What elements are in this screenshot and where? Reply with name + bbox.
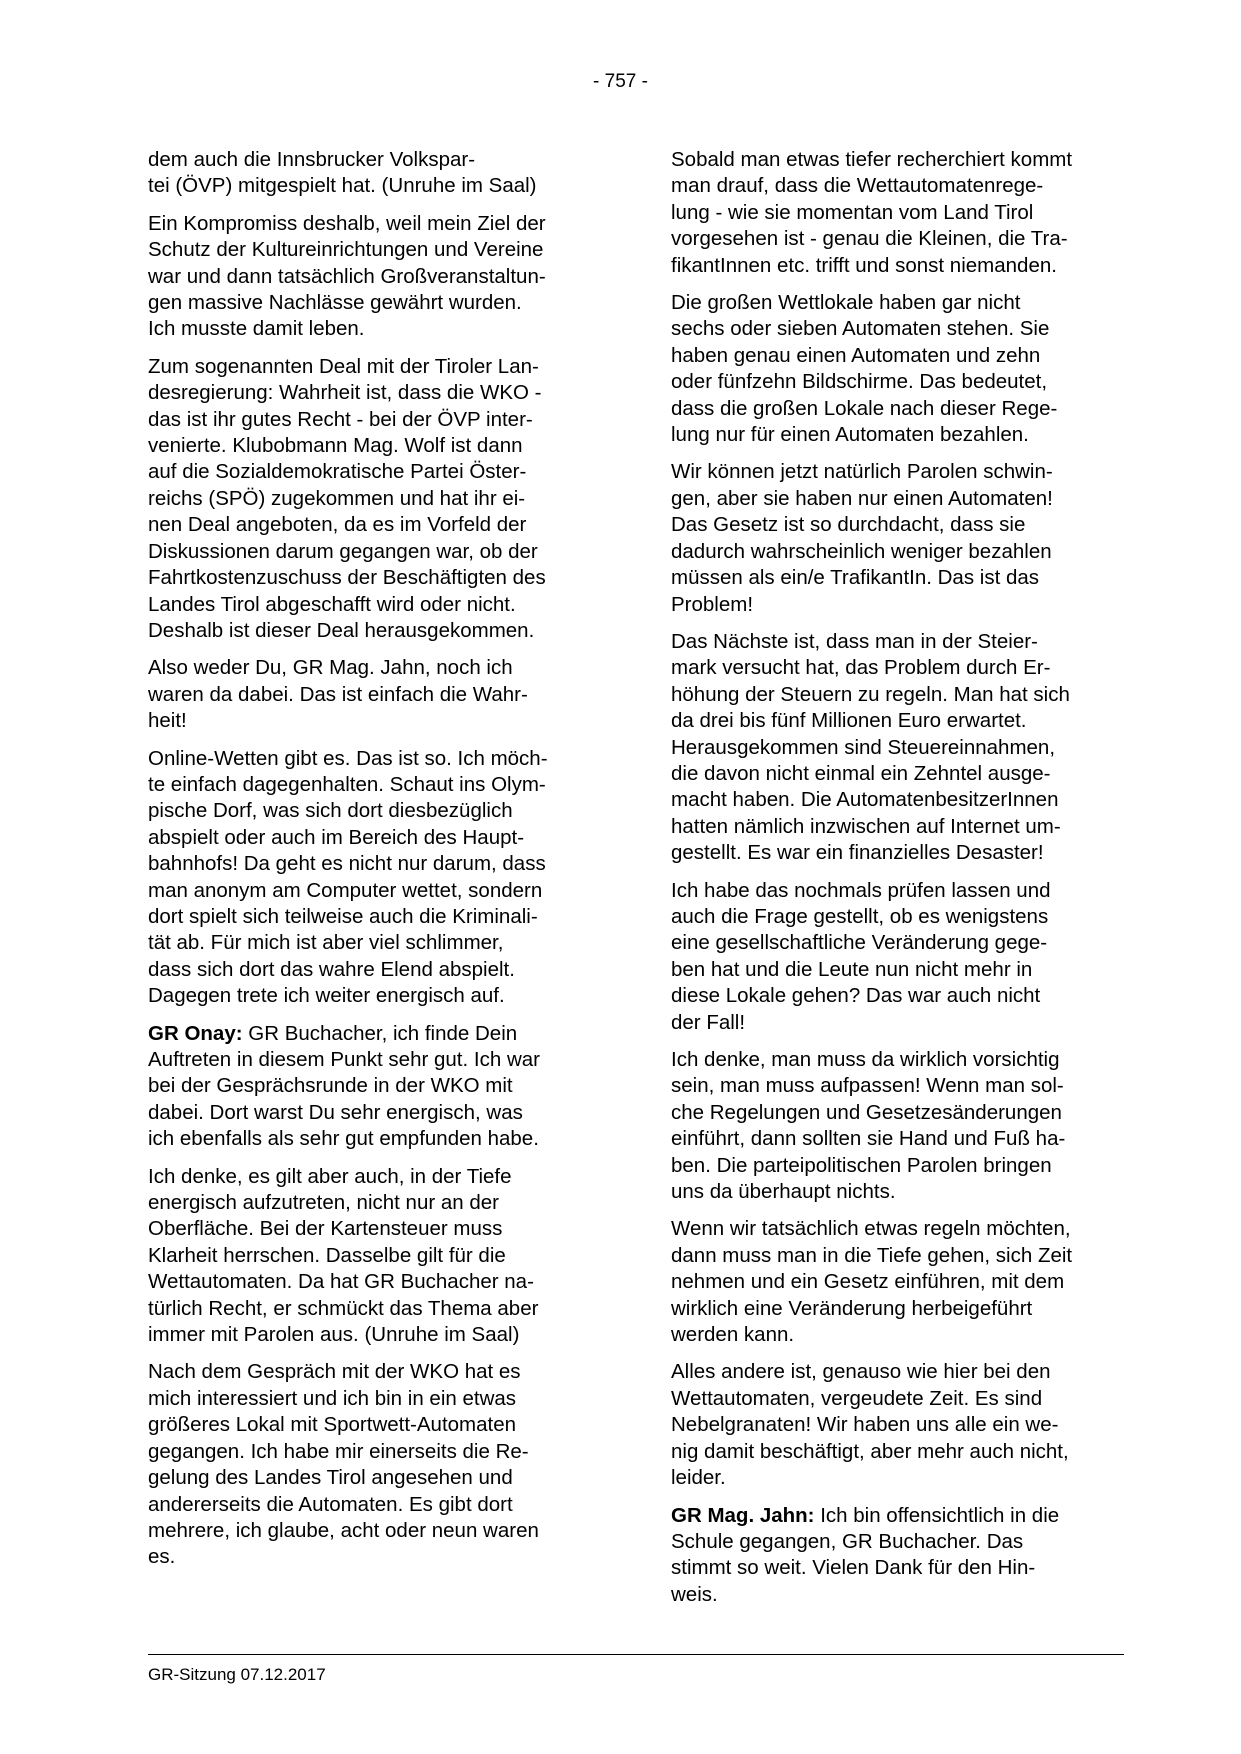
text-line: Deshalb ist dieser Deal herausgekommen. [148,618,535,642]
text-line: gelung des Landes Tirol angesehen und [148,1466,513,1490]
text-line: dabei. Dort warst Du sehr energisch, was [148,1100,523,1124]
text-line: Oberfläche. Bei der Kartensteuer muss [148,1217,503,1241]
paragraph [148,746,598,1010]
text-line: waren da dabei. Das ist einfach die Wahr- [148,682,528,706]
text-line: Die großen Wettlokale haben gar nicht [671,291,1021,315]
text-line: Wettautomaten, vergeudete Zeit. Es sind [671,1386,1043,1410]
text-line: dass sich dort das wahre Elend abspielt. [148,957,515,981]
paragraph [671,1359,1121,1491]
text-line: Wenn wir tatsächlich etwas regeln möchten, [671,1217,1071,1241]
text-line: auch die Frage gestellt, ob es wenigstens [671,904,1049,928]
text-line: war und dann tatsächlich Großveranstaltun- [148,264,546,288]
text-line: Schule gegangen, GR Buchacher. Das [671,1529,1024,1553]
text-line: Herausgekommen sind Steuereinnahmen, [671,735,1056,759]
text-line: wirklich eine Veränderung herbeigeführt [671,1296,1033,1320]
text-line: dann muss man in die Tiefe gehen, sich Zeit [671,1243,1073,1267]
footer-divider [148,1654,1124,1655]
text-line: lung - wie sie momentan vom Land Tirol [671,200,1034,224]
paragraph [148,655,598,734]
paragraph [148,354,598,644]
text-line: Wir können jetzt natürlich Parolen schwin- [671,460,1053,484]
text-line: Online-Wetten gibt es. Das ist so. Ich möch- [148,746,548,770]
text-line: Nach dem Gespräch mit der WKO hat es [148,1360,521,1384]
text-line: Ich musste damit leben. [148,317,365,341]
text-line: man anonym am Computer wettet, sondern [148,878,543,902]
paragraph [671,147,1121,279]
text-line: gen massive Nachlässe gewährt wurden. [148,291,522,315]
text-line: einführt, dann sollten sie Hand und Fuß ha- [671,1127,1066,1151]
text-line: türlich Recht, er schmückt das Thema aber [148,1296,539,1320]
text-line: leider. [671,1466,726,1490]
text-line: nen Deal angeboten, da es im Vorfeld der [148,513,527,537]
text-line: vorgesehen ist - genau die Kleinen, die Tra- [671,227,1068,251]
left-column [148,147,598,1582]
speaker-name: GR Onay: [148,1021,243,1045]
text-line: Wettautomaten. Da hat GR Buchacher na- [148,1270,534,1294]
text-line: Fahrtkostenzuschuss der Beschäftigten des [148,566,546,590]
paragraph [671,1216,1121,1348]
text-line: Ich bin offensichtlich in die [814,1503,1060,1527]
text-line: der Fall! [671,1010,746,1034]
text-line: che Regelungen und Gesetzesänderungen [671,1100,1062,1124]
text-line: Problem! [671,592,754,616]
text-line: eine gesellschaftliche Veränderung gege- [671,931,1048,955]
text-line: gegangen. Ich habe mir einerseits die Re- [148,1439,529,1463]
text-line: reichs (SPÖ) zugekommen und hat ihr ei- [148,486,526,510]
text-line: Diskussionen darum gegangen war, ob der [148,539,538,563]
text-line: bahnhofs! Da geht es nicht nur darum, dass [148,852,546,876]
text-line: nig damit beschäftigt, aber mehr auch nicht, [671,1439,1069,1463]
text-line: Alles andere ist, genauso wie hier bei den [671,1360,1051,1384]
text-line: diese Lokale gehen? Das war auch nicht [671,984,1041,1008]
text-line: man drauf, dass die Wettautomatenrege- [671,174,1044,198]
page-number: - 757 - [593,71,648,92]
text-line: gen, aber sie haben nur einen Automaten! [671,486,1053,510]
text-line: es. [148,1545,176,1569]
text-line: abspielt oder auch im Bereich des Haupt- [148,825,525,849]
text-line: fikantInnen etc. trifft und sonst niemanden. [671,253,1057,277]
text-line: Ein Kompromiss deshalb, weil mein Ziel der [148,211,546,235]
text-line: müssen als ein/e TrafikantIn. Das ist das [671,566,1040,590]
text-line: andererseits die Automaten. Es gibt dort [148,1492,513,1516]
paragraph [148,211,598,343]
text-line: Auftreten in diesem Punkt sehr gut. Ich war [148,1048,540,1071]
speaker-paragraph [148,1021,598,1153]
text-line: oder fünfzehn Bildschirme. Das bedeutet, [671,370,1048,394]
text-line: macht haben. Die AutomatenbesitzerInnen [671,788,1059,812]
text-line: haben genau einen Automaten und zehn [671,343,1041,367]
text-line: Landes Tirol abgeschafft wird oder nicht. [148,592,516,616]
text-line: dem auch die Innsbrucker Volkspar- [148,148,476,171]
speaker-paragraph [671,1503,1121,1609]
right-column [671,147,1121,1619]
text-line: tät ab. Für mich ist aber viel schlimmer, [148,931,504,955]
text-line: Schutz der Kultureinrichtungen und Vereine [148,238,544,262]
paragraph [148,1164,598,1349]
text-line: werden kann. [671,1323,795,1347]
text-line: Ich denke, es gilt aber auch, in der Tiefe [148,1164,512,1188]
text-line: dadurch wahrscheinlich weniger bezahlen [671,539,1052,563]
text-line: tei (ÖVP) mitgespielt hat. (Unruhe im Saal) [148,174,537,198]
text-line: mehrere, ich glaube, acht oder neun waren [148,1518,539,1542]
text-line: ben. Die parteipolitischen Parolen bringen [671,1153,1052,1177]
text-line: dass die großen Lokale nach dieser Rege- [671,396,1058,420]
text-line: nehmen und ein Gesetz einführen, mit dem [671,1270,1065,1294]
text-line: Ich denke, man muss da wirklich vorsichtig [671,1048,1060,1071]
text-line: Nebelgranaten! Wir haben uns alle ein we- [671,1413,1059,1437]
text-line: mark versucht hat, das Problem durch Er- [671,656,1051,680]
text-line: höhung der Steuern zu regeln. Man hat sich [671,682,1070,706]
text-line: ich ebenfalls als sehr gut empfunden habe. [148,1127,539,1151]
text-line: heit! [148,709,187,733]
text-line: Zum sogenannten Deal mit der Tiroler Lan- [148,354,539,378]
text-line: Ich habe das nochmals prüfen lassen und [671,878,1051,902]
text-line: sechs oder sieben Automaten stehen. Sie [671,317,1050,341]
paragraph [148,1359,598,1570]
text-line: ben hat und die Leute nun nicht mehr in [671,957,1033,981]
text-line: uns da überhaupt nichts. [671,1180,896,1204]
paragraph [671,459,1121,617]
text-line: weis. [671,1582,718,1606]
paragraph [148,147,598,200]
text-line: desregierung: Wahrheit ist, dass die WKO - [148,381,542,405]
text-line: größeres Lokal mit Sportwett-Automaten [148,1413,517,1437]
speaker-name: GR Mag. Jahn: [671,1503,815,1527]
text-line: Dagegen trete ich weiter energisch auf. [148,984,505,1008]
text-line: Also weder Du, GR Mag. Jahn, noch ich [148,656,513,680]
text-line: dort spielt sich teilweise auch die Kriminali- [148,904,538,928]
text-line: Klarheit herrschen. Dasselbe gilt für die [148,1243,506,1267]
text-line: Das Gesetz ist so durchdacht, dass sie [671,513,1026,537]
text-line: energisch aufzutreten, nicht nur an der [148,1191,499,1215]
text-line: pische Dorf, was sich dort diesbezüglich [148,799,513,823]
text-line: venierte. Klubobmann Mag. Wolf ist dann [148,434,523,458]
paragraph [671,1047,1121,1205]
text-line: Das Nächste ist, dass man in der Steier- [671,629,1038,653]
paragraph [671,629,1121,867]
text-line: sein, man muss aufpassen! Wenn man sol- [671,1074,1064,1098]
text-line: da drei bis fünf Millionen Euro erwartet. [671,709,1027,733]
footer-session-date: GR-Sitzung 07.12.2017 [148,1665,326,1684]
paragraph [671,290,1121,448]
text-line: GR Buchacher, ich finde Dein [242,1021,518,1045]
text-line: stimmt so weit. Vielen Dank für den Hin- [671,1556,1036,1580]
text-line: hatten nämlich inzwischen auf Internet um- [671,814,1061,838]
text-line: immer mit Parolen aus. (Unruhe im Saal) [148,1323,520,1347]
text-line: die davon nicht einmal ein Zehntel ausge- [671,761,1051,785]
text-line: das ist ihr gutes Recht - bei der ÖVP inter- [148,407,533,431]
text-line: te einfach dagegenhalten. Schaut ins Olym- [148,772,546,796]
text-line: auf die Sozialdemokratische Partei Öster- [148,460,527,484]
text-line: bei der Gesprächsrunde in der WKO mit [148,1074,513,1098]
text-line: lung nur für einen Automaten bezahlen. [671,423,1029,447]
text-line: mich interessiert und ich bin in ein etwas [148,1386,517,1410]
paragraph [671,878,1121,1036]
text-line: gestellt. Es war ein finanzielles Desaster! [671,841,1044,865]
text-line: Sobald man etwas tiefer recherchiert kommt [671,148,1073,171]
